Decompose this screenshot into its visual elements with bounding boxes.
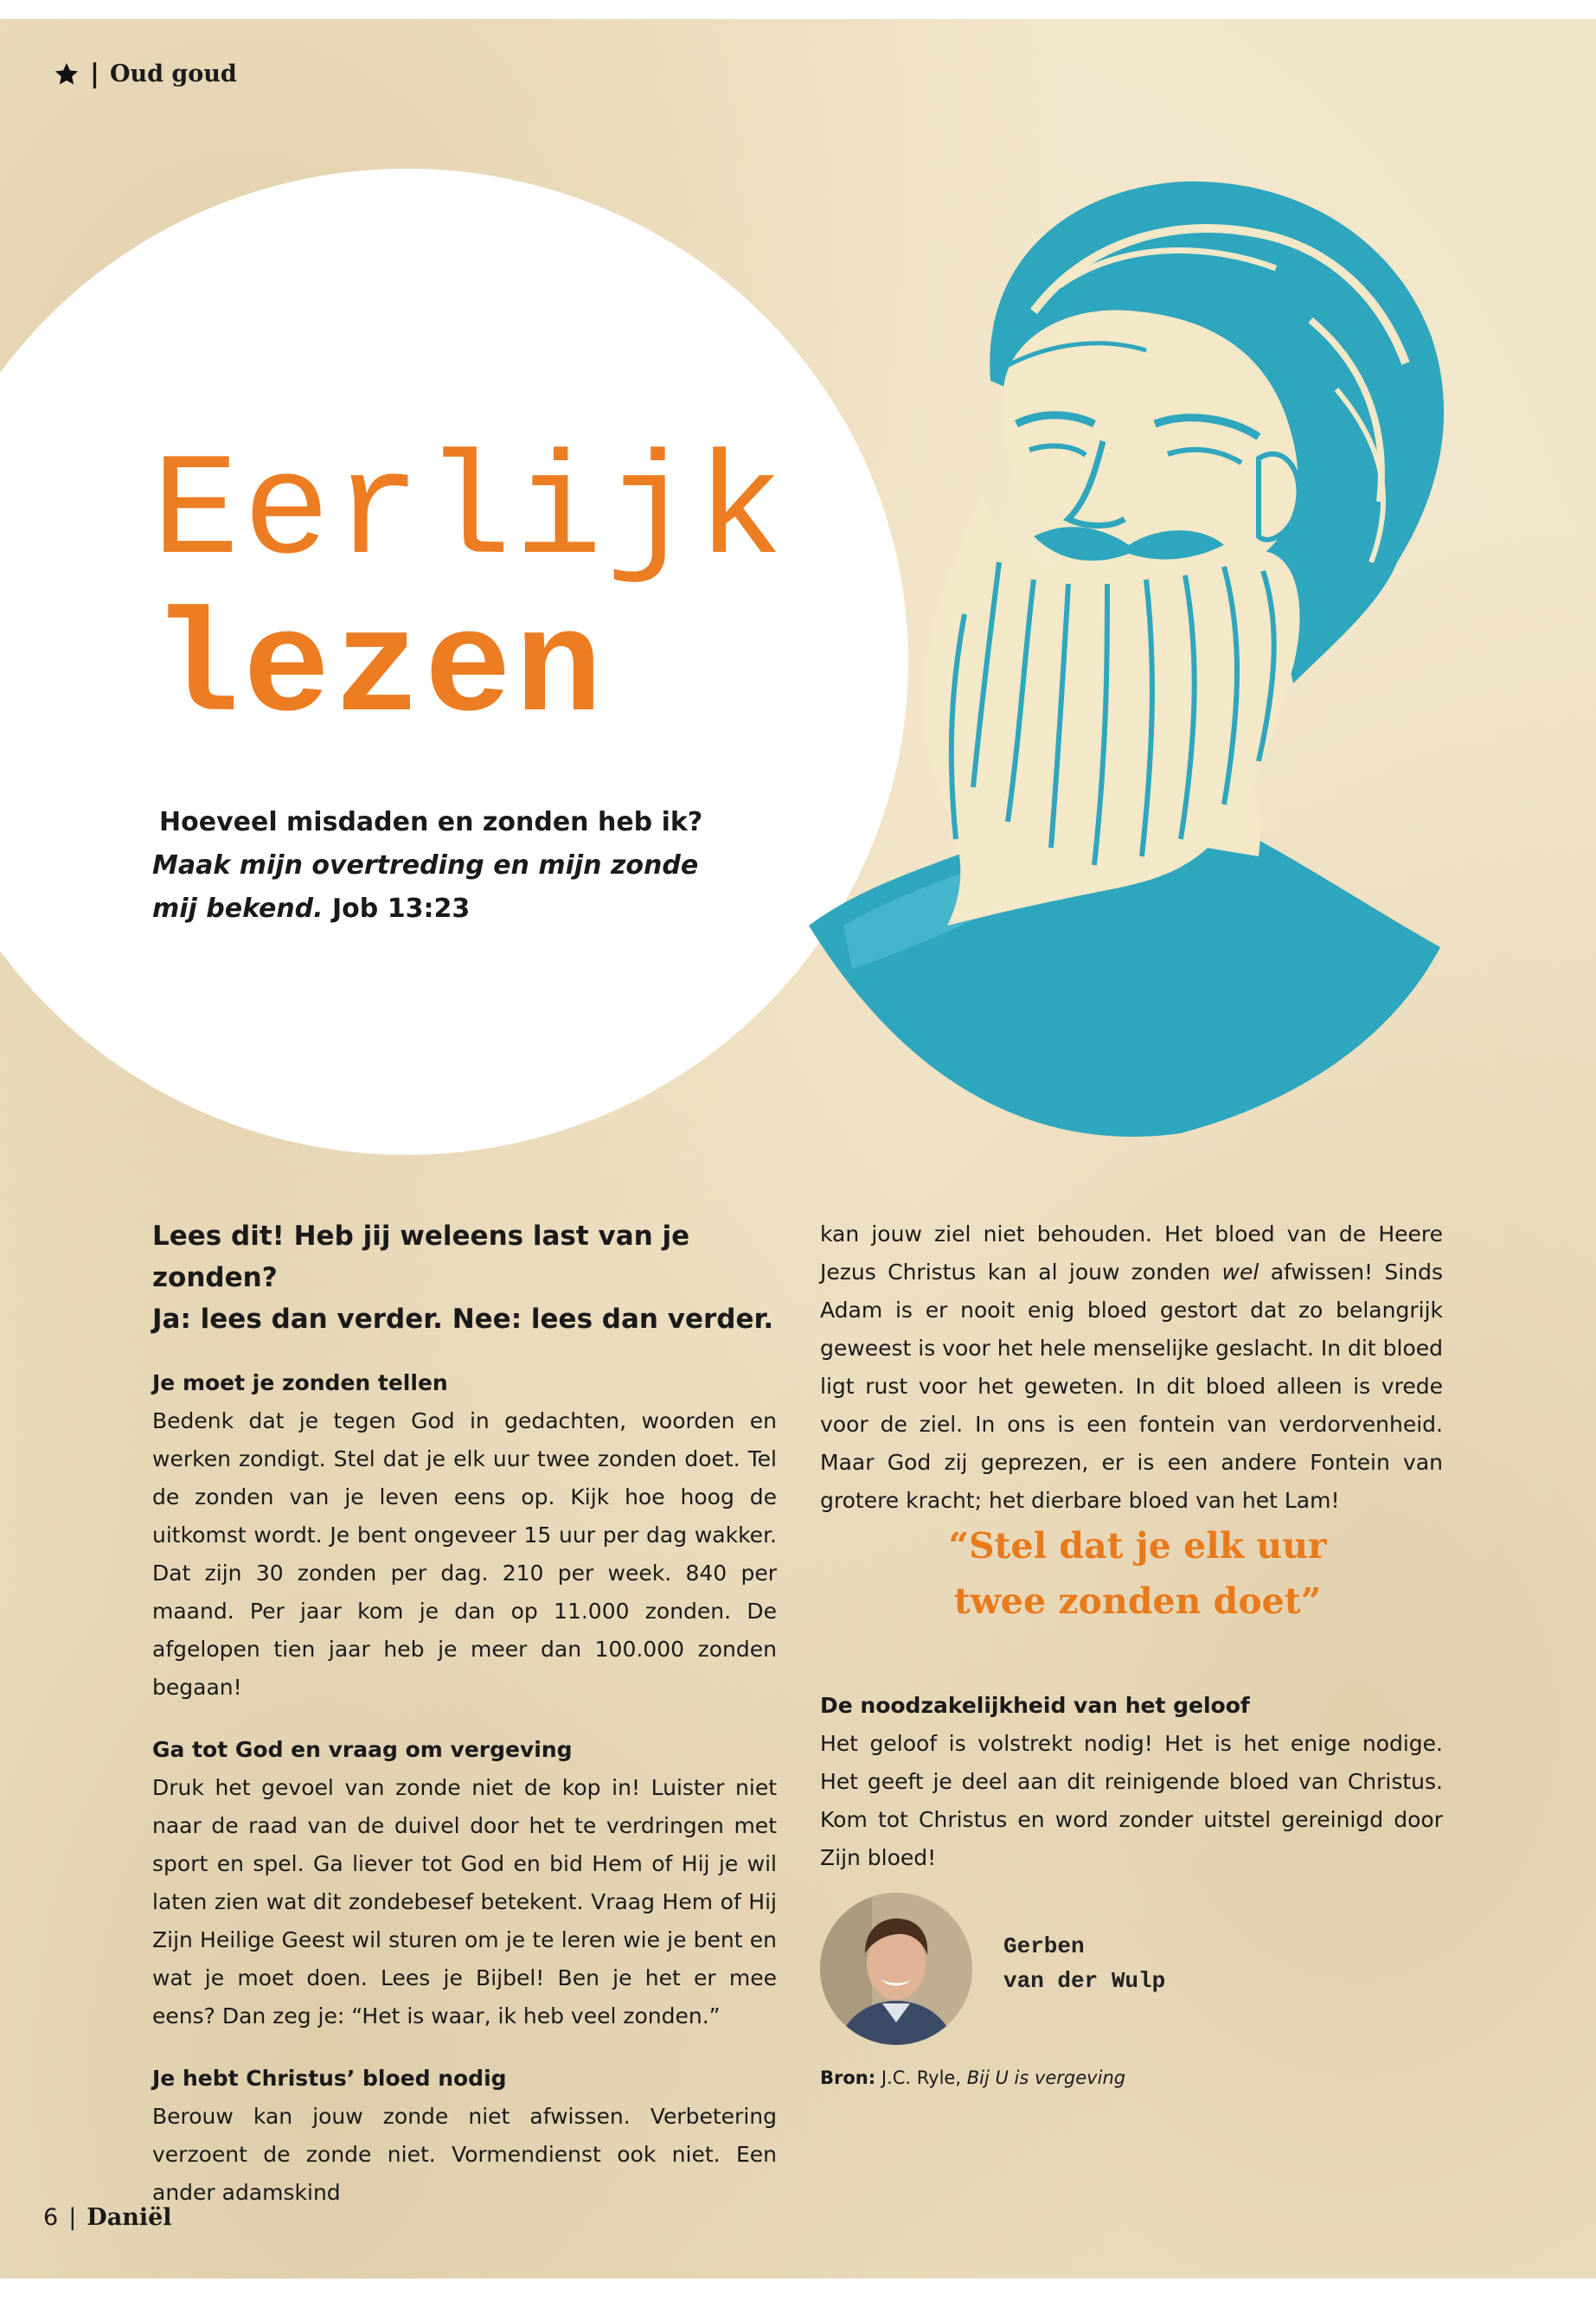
- author-name: [1003, 1929, 1165, 1998]
- paragraph-emphasis: wel: [1221, 1259, 1259, 1285]
- author-avatar: [820, 1893, 972, 2045]
- author-photo-image: [820, 1893, 972, 2045]
- title-line-1: Eerlijk: [152, 432, 787, 596]
- right-column: [820, 1215, 1443, 1520]
- author-last-name: van der Wulp: [1003, 1968, 1166, 1994]
- top-margin-strip: [0, 0, 1596, 19]
- section-body: Bedenk dat je tegen God in gedachten, woorden en werken zondigt. Stel dat je elk uur twee zonden doet. Tel de zonden van je leven eens op. Kijk hoe hoog de uitkomst wordt. Je bent ongeveer 15 uur per dag wakker. Dat zijn 30 zonden per dag. 210 per week. 840 per maand. Per jaar kom je dan op 11.000 zonden. De afgelopen tien jaar heb je meer dan 100.000 zonden begaan!: [152, 1408, 777, 1700]
- header-separator: |: [90, 59, 99, 89]
- section-heading: Ga tot God en vraag om vergeving: [152, 1737, 573, 1762]
- footer-separator: |: [68, 2204, 77, 2231]
- pull-quote-line-2: twee zonden doet”: [953, 1580, 1322, 1622]
- title-line-2: lezen: [152, 589, 606, 753]
- section-body: Berouw kan jouw zonde niet afwissen. Verbetering verzoent de zonde niet. Vormendienst ook niet. Een ander adamskind: [152, 2104, 777, 2205]
- lead-paragraph: [152, 1215, 777, 1340]
- page-number: 6: [43, 2204, 59, 2231]
- source-credit: [820, 2067, 1125, 2088]
- source-work: Bij U is vergeving: [966, 2067, 1126, 2088]
- paragraph-part-2: afwissen! Sinds Adam is er nooit enig bloed gestort dat zo belangrijk geweest is voor het hele menselijke geslacht. In dit bloed ligt rust voor het geweten. In dit bloed alleen is vrede voor de ziel. In ons is een fontein van verdorvenheid. Maar God zij geprezen, er is een andere Fontein van grotere kracht; het dierbare bloed van het Lam!: [820, 1259, 1443, 1513]
- bearded-man-portrait-illustration: [774, 164, 1458, 1159]
- paragraph-part-1: kan jouw ziel niet behouden. Het bloed van de Heere Jezus Christus kan al jouw zonden: [820, 1221, 1443, 1285]
- section-heading: De noodzakelijkheid van het geloof: [820, 1693, 1250, 1718]
- section-christ-blood: [152, 2060, 777, 2212]
- magazine-name: Daniël: [87, 2204, 172, 2231]
- page-footer: [43, 2204, 172, 2231]
- continued-paragraph: [820, 1215, 1443, 1520]
- section-heading: Je moet je zonden tellen: [152, 1370, 448, 1395]
- author-first-name: Gerben: [1003, 1933, 1085, 1959]
- section-body: Druk het gevoel van zonde niet de kop in! Luister niet naar de raad van de duivel door het te verdringen met sport en spel. Ga liever tot God en bid Hem of Hij je wil laten zien wat dit zondebesef betekent. Vraag Hem of Hij Zijn Heilige Geest wil sturen om je te leren wie je bent en wat je moet doen. Lees je Bijbel! Ben je het er mee eens? Dan zeg je: “Het is waar, ik heb veel zonden.”: [152, 1775, 777, 2029]
- pull-quote: [943, 1518, 1332, 1629]
- bottom-margin-strip: [0, 2279, 1596, 2301]
- lead-line-1: Lees dit! Heb jij weleens last van je zonden?: [152, 1221, 690, 1293]
- source-author: J.C. Ryle,: [881, 2067, 962, 2088]
- section-faith: [820, 1687, 1443, 1877]
- article-title: [152, 432, 787, 753]
- section-header: [54, 59, 237, 89]
- pull-quote-line-1: “Stel dat je elk uur: [948, 1525, 1327, 1567]
- star-icon: [54, 61, 80, 87]
- left-column: [152, 1215, 777, 2236]
- lead-line-2: Ja: lees dan verder. Nee: lees dan verder.: [152, 1304, 774, 1335]
- section-title: Oud goud: [109, 61, 237, 87]
- intro-question: Hoeveel misdaden en zonden heb ik?: [159, 807, 703, 837]
- source-label: Bron:: [820, 2067, 876, 2088]
- section-count-sins: [152, 1364, 777, 1707]
- section-heading: Je hebt Christus’ bloed nodig: [152, 2066, 507, 2091]
- intro-verse: [152, 801, 706, 931]
- intro-reference: Job 13:23: [332, 894, 471, 924]
- section-body: Het geloof is volstrekt nodig! Het is het enige nodige. Het geeft je deel aan dit reinigende bloed van Christus. Kom tot Christus en word zonder uitstel gereinigd door Zijn bloed!: [820, 1731, 1443, 1870]
- intro-verse-text: Maak mijn overtreding en mijn zonde mij bekend.: [152, 850, 699, 924]
- section-ask-forgiveness: [152, 1731, 777, 2035]
